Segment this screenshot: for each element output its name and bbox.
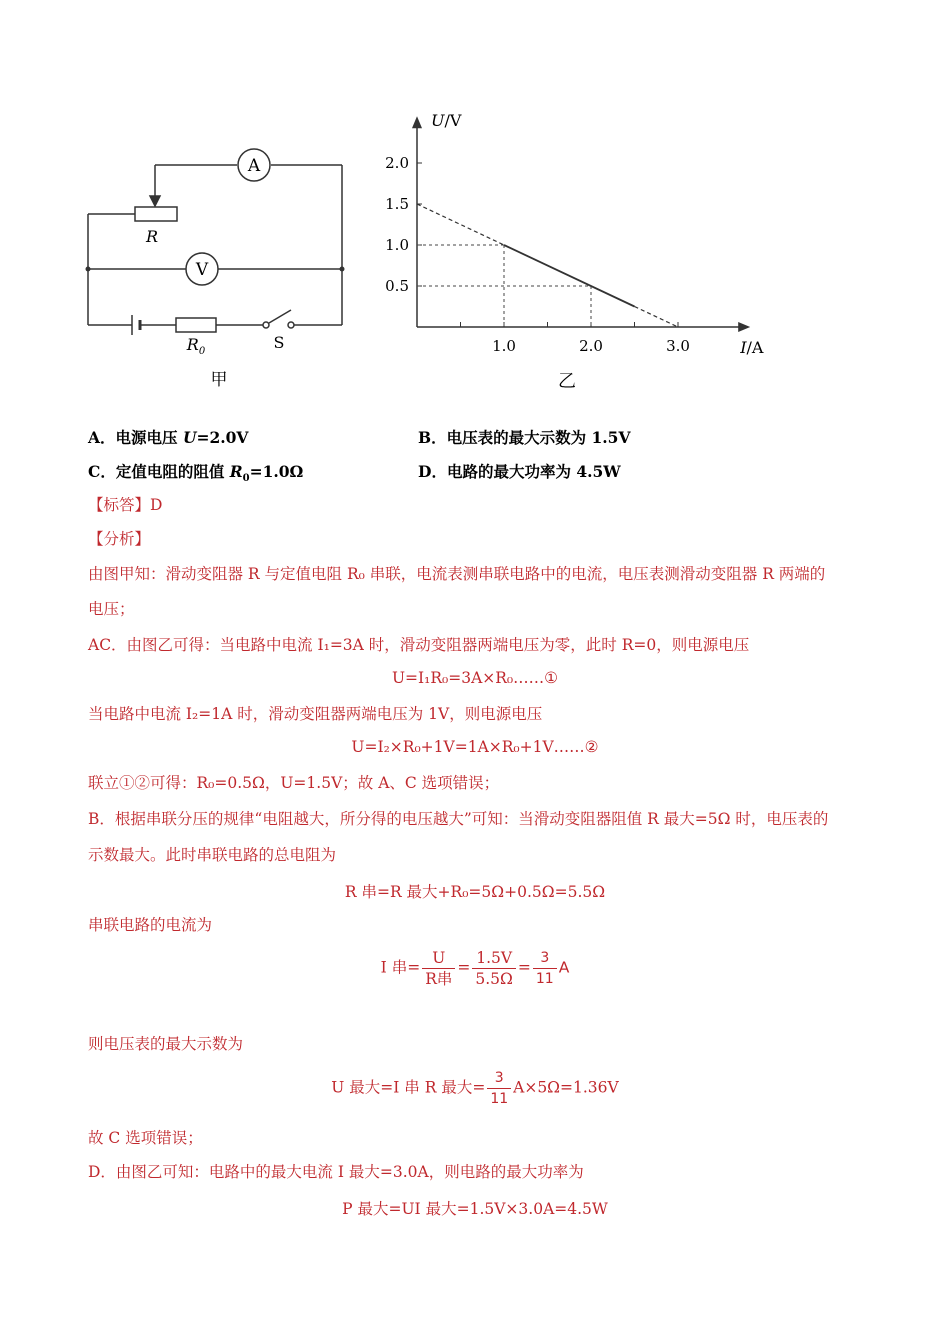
resistor-label: R [186,335,199,354]
eq4-equals-a: = [457,958,471,977]
option-c-var: R [229,462,243,481]
analysis-line-5: 联立①②可得：R₀=0.5Ω，U=1.5V；故 A、C 选项错误； [88,774,500,792]
x-tick-label: 1.0 [492,337,516,355]
analysis-line-4: 当电路中电流 I₂=1A 时，滑动变阻器两端电压为 1V，则电源电压 [88,705,543,723]
y-tick-label: 2.0 [385,154,409,172]
option-a [88,426,248,448]
x-tick-label: 3.0 [666,337,690,355]
option-c-sub: 0 [242,473,250,485]
option-c-value: =1.0Ω [249,462,304,481]
analysis-line-1: 由图甲知：滑动变阻器 R 与定值电阻 R₀ 串联，电流表测串联电路中的电流，电压表测滑动变阻器 R 两端的 [88,565,826,583]
y-tick-label: 0.5 [385,277,409,295]
switch-label: S [273,333,285,352]
option-d: D．电路的最大功率为 4.5W [418,462,621,481]
x-axis-arrow [738,322,750,332]
series-line-solid [504,245,635,307]
eq4-frac2-den: 5.5Ω [475,970,513,988]
resistor-subscript: 0 [198,346,206,357]
analysis-line-6: B．根据串联分压的规律“电阻越大，所分得的电压越大”可知：当滑动变阻器阻值 R 最大=5Ω 时，电压表的 [88,810,829,828]
eq4-frac2-num: 1.5V [472,948,516,969]
eq5-frac-num: 3 [487,1068,511,1089]
option-c [88,460,303,484]
analysis-line-3: AC．由图乙可得：当电路中电流 I₁=3A 时，滑动变阻器两端电压为零，此时 R=0，则电源电压 [88,636,750,654]
y-axis-arrow [412,116,422,128]
equation-2: U=I₂×R₀+1V=1A×R₀+1V……② [351,738,599,756]
circuit-caption: 甲 [210,370,228,390]
circuit-diagram [80,140,360,390]
eq5-frac-den: 11 [490,1091,509,1107]
eq4-frac3-num: 3 [533,948,557,969]
y-tick-label: 1.0 [385,236,409,254]
equation-1: U=I₁R₀=3A×R₀……① [391,669,559,687]
option-b: B．电压表的最大示数为 1.5V [418,428,631,447]
equation-5 [0,1068,950,1109]
equation-3: R 串=R 最大+R₀=5Ω+0.5Ω=5.5Ω [344,883,606,901]
option-c-prefix: C．定值电阻的阻值 [88,462,230,481]
equation-6: P 最大=UI 最大=1.5V×3.0A=4.5W [342,1200,608,1218]
eq4-frac1-num: U [422,948,455,969]
eq4-frac3-den: 11 [535,971,554,987]
eq4-lhs: I 串= [380,958,421,977]
answer-label: 【标答】 [88,496,151,514]
analysis-line-8: 串联电路的电流为 [88,916,213,934]
voltmeter-label: V [195,260,209,280]
option-a-prefix: A．电源电压 [88,428,183,447]
answer-value: D [150,496,163,514]
analysis-line-7: 示数最大。此时串联电路的总电阻为 [88,846,337,864]
ui-graph [375,105,765,395]
equation-4 [0,948,950,989]
eq4-frac1-den: R串 [425,970,453,988]
analysis-line-11: D．由图乙可知：电路中的最大电流 I 最大=3.0A，则电路的最大功率为 [88,1163,584,1181]
x-tick-label: 2.0 [579,337,603,355]
eq4-unit: A [558,958,570,977]
series-line-dashed [635,307,679,328]
answer-line [88,494,162,516]
eq5-rhs: A×5Ω=1.36V [513,1078,619,1097]
graph-caption: 乙 [558,371,576,392]
option-a-var: U [182,428,197,447]
series-line-dashed [417,204,504,245]
eq4-equals-b: = [517,958,531,977]
eq5-lhs: U 最大=I 串 R 最大= [331,1078,486,1097]
analysis-line-2: 电压； [88,600,135,618]
analysis-line-9: 则电压表的最大示数为 [88,1035,244,1053]
x-axis-label: I/A [740,338,764,357]
option-a-value: =2.0V [196,428,249,447]
y-axis-label: U/V [431,111,462,131]
ammeter-label: A [247,156,261,176]
analysis-label: 【分析】 [88,530,151,548]
y-tick-label: 1.5 [385,195,409,213]
svg-text:R0 [186,335,206,357]
rheostat-label: R [145,227,159,246]
analysis-line-10: 故 C 选项错误； [88,1129,203,1147]
